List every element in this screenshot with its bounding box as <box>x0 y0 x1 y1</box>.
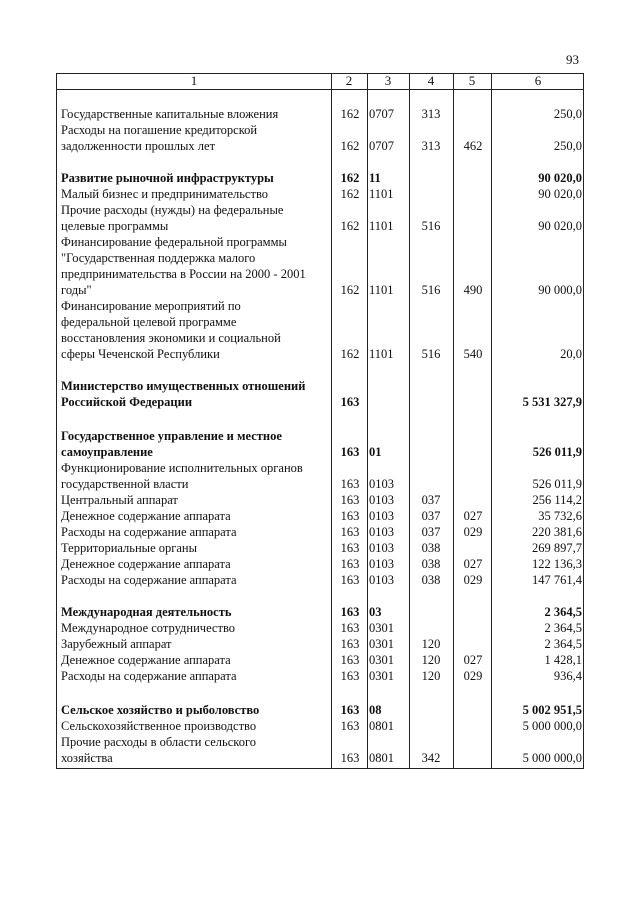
amount: 122 136,3 <box>532 557 582 571</box>
expense-type-code: 027 <box>463 557 483 571</box>
row-description: самоуправление <box>61 445 153 459</box>
target-article-code: 037 <box>421 493 441 507</box>
column-header-1: 1 <box>190 73 198 88</box>
row-description: Развитие рыночной инфраструктуры <box>61 171 274 185</box>
chapter-code: 163 <box>340 653 360 667</box>
chapter-code: 163 <box>340 477 360 491</box>
section-code: 0103 <box>369 557 394 571</box>
target-article-code: 120 <box>421 637 441 651</box>
row-description: Государственное управление и местное <box>61 429 282 443</box>
section-code: 1101 <box>369 187 394 201</box>
amount: 250,0 <box>553 107 582 121</box>
row-description: государственной власти <box>61 477 189 491</box>
expense-type-code: 027 <box>463 509 483 523</box>
row-description: Прочие расходы в области сельского <box>61 735 257 749</box>
chapter-code: 163 <box>340 637 360 651</box>
amount: 220 381,6 <box>532 525 582 539</box>
target-article-code: 313 <box>421 139 441 153</box>
section-code: 11 <box>369 171 381 185</box>
row-description: Расходы на содержание аппарата <box>61 573 237 587</box>
amount: 90 020,0 <box>538 187 582 201</box>
row-description: целевые программы <box>61 219 169 233</box>
table-row <box>57 379 585 411</box>
table-row <box>57 621 585 637</box>
row-description: Денежное содержание аппарата <box>61 509 231 523</box>
chapter-code: 162 <box>340 347 360 361</box>
amount: 5 000 000,0 <box>522 751 582 765</box>
section-code: 0801 <box>369 751 394 765</box>
budget-table <box>56 73 584 769</box>
table-row <box>57 605 585 621</box>
table-bottom-border <box>57 768 583 769</box>
row-description: Расходы на погашение кредиторской <box>61 123 258 137</box>
row-description: Министерство имущественных отношений <box>61 379 306 393</box>
target-article-code: 038 <box>421 573 441 587</box>
row-description: Международное сотрудничество <box>61 621 236 635</box>
table-row <box>57 637 585 653</box>
amount: 35 732,6 <box>538 509 582 523</box>
section-code: 1101 <box>369 219 394 233</box>
chapter-code: 163 <box>340 509 360 523</box>
section-code: 03 <box>369 605 382 619</box>
chapter-code: 163 <box>340 541 360 555</box>
row-description: Международная деятельность <box>61 605 232 619</box>
row-description: Денежное содержание аппарата <box>61 557 231 571</box>
row-description: Финансирование мероприятий по <box>61 299 241 313</box>
amount: 90 000,0 <box>538 283 582 297</box>
row-description: Денежное содержание аппарата <box>61 653 231 667</box>
amount: 250,0 <box>553 139 582 153</box>
target-article-code: 342 <box>421 751 441 765</box>
table-row <box>57 429 585 461</box>
chapter-code: 163 <box>340 703 360 717</box>
expense-type-code: 462 <box>463 139 483 153</box>
table-row <box>57 235 585 299</box>
section-code: 0301 <box>369 637 394 651</box>
section-code: 0103 <box>369 573 394 587</box>
target-article-code: 038 <box>421 541 441 555</box>
section-code: 08 <box>369 703 382 717</box>
header-bottom-border <box>57 89 583 90</box>
page-number: 93 <box>566 52 579 67</box>
chapter-code: 163 <box>340 605 360 619</box>
amount: 526 011,9 <box>532 445 582 459</box>
expense-type-code: 540 <box>463 347 483 361</box>
section-code: 01 <box>369 445 382 459</box>
expense-type-code: 490 <box>463 283 483 297</box>
chapter-code: 163 <box>340 751 360 765</box>
section-code: 0301 <box>369 621 394 635</box>
table-row <box>57 719 585 735</box>
amount: 5 531 327,9 <box>522 395 582 409</box>
chapter-code: 163 <box>340 573 360 587</box>
row-description: Центральный аппарат <box>61 493 178 507</box>
section-code: 0103 <box>369 525 394 539</box>
row-description: Российской Федерации <box>61 395 193 409</box>
amount: 5 000 000,0 <box>522 719 582 733</box>
amount: 2 364,5 <box>544 621 582 635</box>
section-code: 0103 <box>369 509 394 523</box>
column-header-3: 3 <box>384 73 392 88</box>
chapter-code: 162 <box>340 283 360 297</box>
chapter-code: 162 <box>340 139 360 153</box>
section-code: 0707 <box>369 139 394 153</box>
table-row <box>57 573 585 589</box>
target-article-code: 516 <box>421 283 441 297</box>
table-row <box>57 187 585 203</box>
column-header-5: 5 <box>468 73 476 88</box>
amount: 147 761,4 <box>532 573 582 587</box>
section-code: 0103 <box>369 541 394 555</box>
amount: 90 020,0 <box>538 171 582 185</box>
amount: 526 011,9 <box>532 477 582 491</box>
chapter-code: 163 <box>340 719 360 733</box>
table-row <box>57 669 585 685</box>
amount: 90 020,0 <box>538 219 582 233</box>
target-article-code: 516 <box>421 347 441 361</box>
row-description: Зарубежный аппарат <box>61 637 172 651</box>
section-code: 0301 <box>369 669 394 683</box>
row-description: Функционирование исполнительных органов <box>61 461 303 475</box>
row-description: хозяйства <box>61 751 113 765</box>
expense-type-code: 029 <box>463 573 483 587</box>
expense-type-code: 029 <box>463 669 483 683</box>
expense-type-code: 027 <box>463 653 483 667</box>
table-row <box>57 493 585 509</box>
row-description: Финансирование федеральной программы <box>61 235 287 249</box>
row-description: Сельское хозяйство и рыболовство <box>61 703 260 717</box>
row-description: сферы Чеченской Республики <box>61 347 220 361</box>
section-code: 0301 <box>369 653 394 667</box>
row-description: Территориальные органы <box>61 541 198 555</box>
table-row <box>57 525 585 541</box>
table-row <box>57 461 585 493</box>
target-article-code: 120 <box>421 653 441 667</box>
target-article-code: 038 <box>421 557 441 571</box>
target-article-code: 120 <box>421 669 441 683</box>
table-row <box>57 653 585 669</box>
row-description: Государственные капитальные вложения <box>61 107 279 121</box>
table-row <box>57 509 585 525</box>
chapter-code: 162 <box>340 187 360 201</box>
amount: 936,4 <box>553 669 582 683</box>
column-header-4: 4 <box>427 73 435 88</box>
section-code: 0707 <box>369 107 394 121</box>
table-row <box>57 123 585 155</box>
chapter-code: 163 <box>340 621 360 635</box>
chapter-code: 162 <box>340 107 360 121</box>
section-code: 0103 <box>369 477 394 491</box>
table-row <box>57 299 585 363</box>
table-row <box>57 541 585 557</box>
expense-type-code: 029 <box>463 525 483 539</box>
section-code: 0103 <box>369 493 394 507</box>
row-description: Малый бизнес и предпринимательство <box>61 187 269 201</box>
chapter-code: 162 <box>340 219 360 233</box>
row-description: предпринимательства в России на 2000 - 2001 <box>61 267 306 281</box>
chapter-code: 162 <box>340 171 360 185</box>
row-description: федеральной целевой программе <box>61 315 237 329</box>
section-code: 1101 <box>369 347 394 361</box>
table-row <box>57 735 585 767</box>
chapter-code: 163 <box>340 525 360 539</box>
target-article-code: 037 <box>421 525 441 539</box>
chapter-code: 163 <box>340 395 360 409</box>
target-article-code: 313 <box>421 107 441 121</box>
amount: 269 897,7 <box>532 541 582 555</box>
chapter-code: 163 <box>340 669 360 683</box>
section-code: 0801 <box>369 719 394 733</box>
row-description: восстановления экономики и социальной <box>61 331 281 345</box>
table-row <box>57 171 585 187</box>
chapter-code: 163 <box>340 445 360 459</box>
row-description: Расходы на содержание аппарата <box>61 525 237 539</box>
target-article-code: 037 <box>421 509 441 523</box>
table-row <box>57 557 585 573</box>
chapter-code: 163 <box>340 493 360 507</box>
amount: 5 002 951,5 <box>522 703 582 717</box>
amount: 2 364,5 <box>544 637 582 651</box>
table-row <box>57 107 585 123</box>
row-description: годы" <box>61 283 92 297</box>
row-description: "Государственная поддержка малого <box>61 251 256 265</box>
amount: 1 428,1 <box>544 653 582 667</box>
target-article-code: 516 <box>421 219 441 233</box>
table-row <box>57 203 585 235</box>
table-row <box>57 703 585 719</box>
column-header-2: 2 <box>345 73 353 88</box>
row-description: Расходы на содержание аппарата <box>61 669 237 683</box>
column-header-6: 6 <box>534 73 542 88</box>
amount: 256 114,2 <box>532 493 582 507</box>
row-description: Сельскохозяйственное производство <box>61 719 257 733</box>
section-code: 1101 <box>369 283 394 297</box>
chapter-code: 163 <box>340 557 360 571</box>
row-description: Прочие расходы (нужды) на федеральные <box>61 203 284 217</box>
row-description: задолженности прошлых лет <box>61 139 216 153</box>
amount: 2 364,5 <box>544 605 582 619</box>
amount: 20,0 <box>560 347 582 361</box>
